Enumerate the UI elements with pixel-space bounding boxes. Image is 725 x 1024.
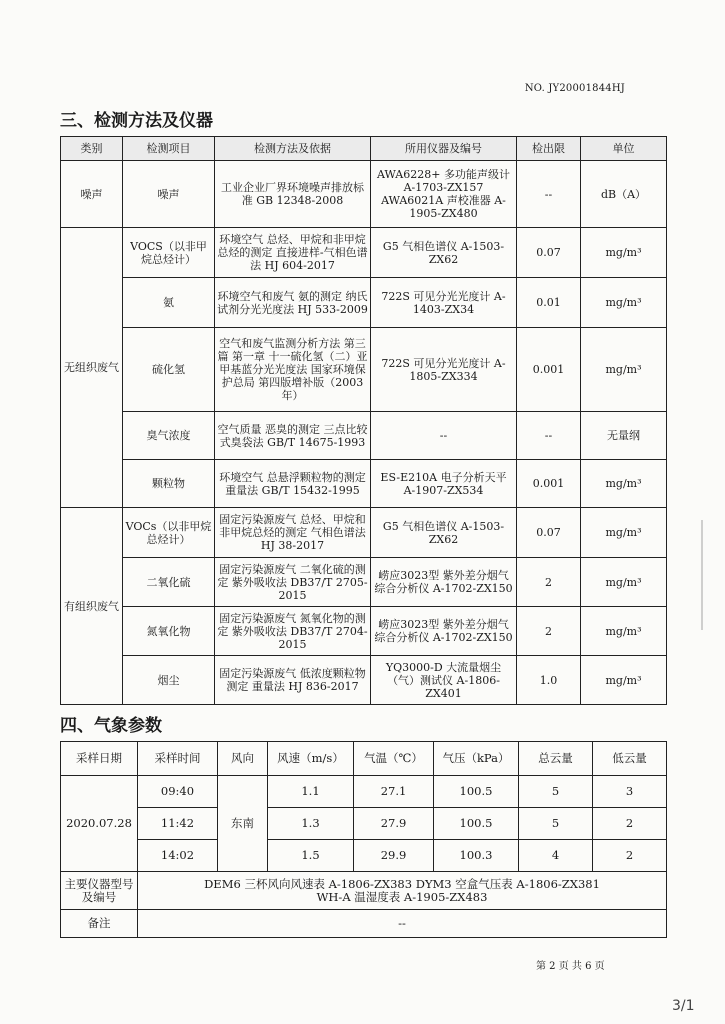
temperature-cell: 29.9: [354, 840, 434, 872]
method-cell: 环境空气 总烃、甲烷和非甲烷总烃的测定 直接进样-气相色谱法 HJ 604-2017: [215, 228, 371, 278]
pressure-cell: 100.5: [434, 808, 519, 840]
table-row: [61, 607, 667, 656]
total-cloud-cell: 5: [519, 808, 593, 840]
item-cell: 噪声: [123, 161, 215, 228]
limit-cell: 0.001: [517, 328, 581, 412]
item-cell: 硫化氢: [123, 328, 215, 412]
item-cell: 氮氧化物: [123, 607, 215, 656]
method-cell: 环境空气和废气 氨的测定 纳氏试剂分光光度法 HJ 533-2009: [215, 278, 371, 328]
instrument-cell: ES-E210A 电子分析天平 A-1907-ZX534: [371, 460, 517, 508]
temperature-cell: 27.1: [354, 776, 434, 808]
item-cell: 臭气浓度: [123, 412, 215, 460]
header-item: 检测项目: [123, 137, 215, 161]
limit-cell: 2: [517, 607, 581, 656]
instrument-cell: 崂应3023型 紫外差分烟气综合分析仪 A-1702-ZX150: [371, 558, 517, 607]
date-cell: 2020.07.28: [61, 776, 138, 872]
unit-cell: mg/m³: [581, 460, 667, 508]
page-footer: 第 2 页 共 6 页: [536, 961, 605, 972]
table-row: [61, 656, 667, 705]
item-cell: 氨: [123, 278, 215, 328]
wind-dir-cell: 东南: [218, 776, 268, 872]
item-cell: VOCs（以非甲烷总烃计）: [123, 508, 215, 558]
limit-cell: --: [517, 412, 581, 460]
method-cell: 空气质量 恶臭的测定 三点比较式臭袋法 GB/T 14675-1993: [215, 412, 371, 460]
instrument-cell: G5 气相色谱仪 A-1503-ZX62: [371, 228, 517, 278]
table-row: [61, 808, 667, 840]
instrument-line-2: WH-A 温湿度表 A-1905-ZX483: [316, 889, 488, 904]
unit-cell: mg/m³: [581, 558, 667, 607]
instrument-row: [61, 872, 667, 910]
method-cell: 环境空气 总悬浮颗粒物的测定 重量法 GB/T 15432-1995: [215, 460, 371, 508]
item-cell: VOCS（以非甲烷总烃计）: [123, 228, 215, 278]
item-cell: 颗粒物: [123, 460, 215, 508]
header-date: 采样日期: [61, 742, 138, 776]
remark-label-cell: 备注: [61, 910, 138, 938]
time-cell: 11:42: [138, 808, 218, 840]
instrument-cell: 崂应3023型 紫外差分烟气综合分析仪 A-1702-ZX150: [371, 607, 517, 656]
weather-header-row: [61, 742, 667, 776]
methods-header-row: [61, 137, 667, 161]
limit-cell: --: [517, 161, 581, 228]
remark-value-cell: --: [138, 910, 667, 938]
instrument-cell: 722S 可见分光光度计 A-1805-ZX334: [371, 328, 517, 412]
category-cell: 无组织废气: [61, 228, 123, 508]
header-low-cloud: 低云量: [593, 742, 667, 776]
category-cell: 噪声: [61, 161, 123, 228]
unit-cell: mg/m³: [581, 228, 667, 278]
methods-table: [60, 136, 667, 705]
method-cell: 空气和废气监测分析方法 第三篇 第一章 十一硫化氢（二）亚甲基蓝分光光度法 国家环境保护总局 第四版增补版（2003年）: [215, 328, 371, 412]
instrument-cell: 722S 可见分光光度计 A-1403-ZX34: [371, 278, 517, 328]
temperature-cell: 27.9: [354, 808, 434, 840]
header-wind-speed: 风速（m/s）: [268, 742, 354, 776]
seal-edge-mark: [701, 520, 725, 630]
header-category: 类别: [61, 137, 123, 161]
instrument-label-cell: 主要仪器型号及编号: [61, 872, 138, 910]
section-4-title: 四、气象参数: [60, 716, 162, 736]
instrument-line-1: DEM6 三杯风向风速表 A-1806-ZX383 DYM3 空盒气压表 A-1806-ZX381: [204, 876, 600, 891]
table-row: [61, 776, 667, 808]
instrument-cell: --: [371, 412, 517, 460]
unit-cell: mg/m³: [581, 278, 667, 328]
header-wind-dir: 风向: [218, 742, 268, 776]
method-cell: 固定污染源废气 低浓度颗粒物测定 重量法 HJ 836-2017: [215, 656, 371, 705]
method-cell: 固定污染源废气 氮氧化物的测定 紫外吸收法 DB37/T 2704-2015: [215, 607, 371, 656]
method-cell: 固定污染源废气 总烃、甲烷和非甲烷总烃的测定 气相色谱法 HJ 38-2017: [215, 508, 371, 558]
total-cloud-cell: 4: [519, 840, 593, 872]
limit-cell: 1.0: [517, 656, 581, 705]
header-limit: 检出限: [517, 137, 581, 161]
pressure-cell: 100.5: [434, 776, 519, 808]
instrument-cell: G5 气相色谱仪 A-1503-ZX62: [371, 508, 517, 558]
total-cloud-cell: 5: [519, 776, 593, 808]
unit-cell: 无量纲: [581, 412, 667, 460]
header-temperature: 气温（℃）: [354, 742, 434, 776]
header-total-cloud: 总云量: [519, 742, 593, 776]
header-unit: 单位: [581, 137, 667, 161]
header-time: 采样时间: [138, 742, 218, 776]
method-cell: 工业企业厂界环境噪声排放标准 GB 12348-2008: [215, 161, 371, 228]
pressure-cell: 100.3: [434, 840, 519, 872]
instrument-value-cell: [138, 872, 667, 910]
category-cell: 有组织废气: [61, 508, 123, 705]
table-row: [61, 161, 667, 228]
wind-speed-cell: 1.5: [268, 840, 354, 872]
section-3-title: 三、检测方法及仪器: [60, 111, 213, 131]
unit-cell: mg/m³: [581, 508, 667, 558]
unit-cell: mg/m³: [581, 328, 667, 412]
instrument-cell: YQ3000-D 大流量烟尘（气）测试仪 A-1806-ZX401: [371, 656, 517, 705]
wind-speed-cell: 1.1: [268, 776, 354, 808]
unit-cell: mg/m³: [581, 656, 667, 705]
unit-cell: mg/m³: [581, 607, 667, 656]
limit-cell: 0.07: [517, 228, 581, 278]
remark-row: [61, 910, 667, 938]
low-cloud-cell: 2: [593, 840, 667, 872]
low-cloud-cell: 3: [593, 776, 667, 808]
limit-cell: 0.01: [517, 278, 581, 328]
unit-cell: dB（A）: [581, 161, 667, 228]
limit-cell: 0.07: [517, 508, 581, 558]
header-instrument: 所用仪器及编号: [371, 137, 517, 161]
table-row: [61, 328, 667, 412]
document-number: NO. JY20001844HJ: [524, 83, 625, 94]
table-row: [61, 412, 667, 460]
time-cell: 14:02: [138, 840, 218, 872]
item-cell: 二氧化硫: [123, 558, 215, 607]
handwritten-mark: 3/1: [672, 998, 695, 1014]
limit-cell: 0.001: [517, 460, 581, 508]
item-cell: 烟尘: [123, 656, 215, 705]
header-pressure: 气压（kPa）: [434, 742, 519, 776]
table-row: [61, 508, 667, 558]
wind-speed-cell: 1.3: [268, 808, 354, 840]
table-row: [61, 228, 667, 278]
low-cloud-cell: 2: [593, 808, 667, 840]
limit-cell: 2: [517, 558, 581, 607]
instrument-cell: AWA6228+ 多功能声级计 A-1703-ZX157 AWA6021A 声校准器 A-1905-ZX480: [371, 161, 517, 228]
header-method: 检测方法及依据: [215, 137, 371, 161]
table-row: [61, 278, 667, 328]
table-row: [61, 460, 667, 508]
weather-table: [60, 741, 667, 938]
method-cell: 固定污染源废气 二氧化硫的测定 紫外吸收法 DB37/T 2705-2015: [215, 558, 371, 607]
time-cell: 09:40: [138, 776, 218, 808]
table-row: [61, 558, 667, 607]
table-row: [61, 840, 667, 872]
